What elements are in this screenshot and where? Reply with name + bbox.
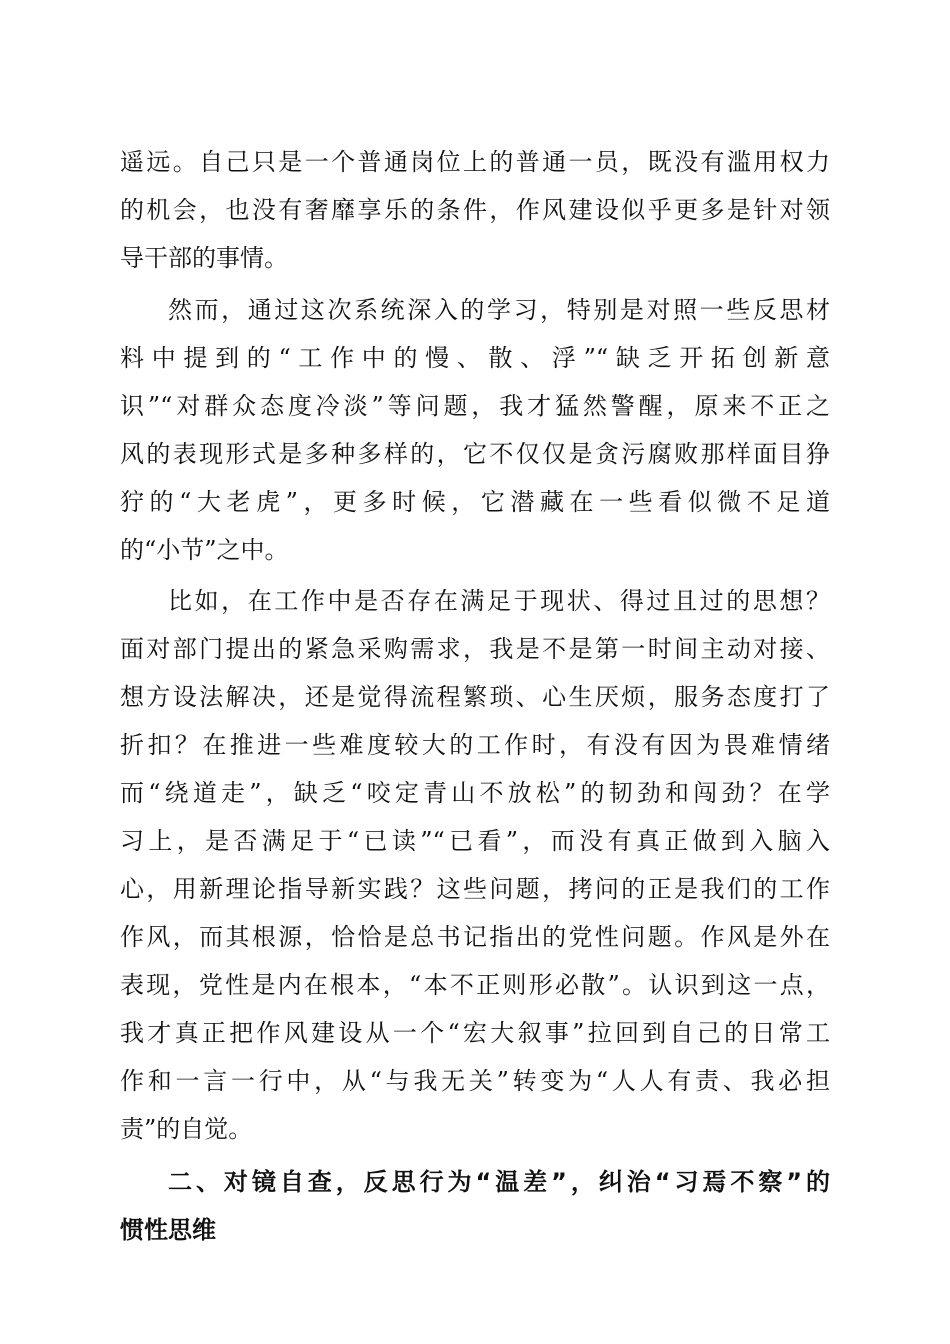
paragraph-3-line-2: 面对部门提出的紧急采购需求，我是不是第一时间主动对接、 [120,635,830,663]
section-heading-line-1: 二、对镜自查，反思行为“温差”，纠治“习焉不察”的 [168,1168,830,1196]
paragraph-3-line-6: 习上，是否满足于“已读”“已看”，而没有真正做到入脑入 [120,827,830,855]
paragraph-3-line-11: 作和一言一行中，从“与我无关”转变为“人人有责、我必担 [120,1067,830,1095]
paragraph-1-line-2: 的机会，也没有奢靡享乐的条件，作风建设似乎更多是针对领 [120,196,830,224]
section-heading-line-2: 惯性思维 [120,1216,216,1244]
paragraph-3-line-4: 折扣？在推进一些难度较大的工作时，有没有因为畏难情绪 [120,731,830,759]
paragraph-3-line-9: 表现，党性是内在根本，“本不正则形必散”。认识到这一点， [120,971,830,999]
paragraph-3-line-10: 我才真正把作风建设从一个“宏大叙事”拉回到自己的日常工 [120,1019,830,1047]
paragraph-3-line-7: 心，用新理论指导新实践？这些问题，拷问的正是我们的工作 [120,875,830,903]
paragraph-3-line-12: 责”的自觉。 [120,1115,253,1143]
paragraph-3-line-8: 作风，而其根源，恰恰是总书记指出的党性问题。作风是外在 [120,923,830,951]
paragraph-3-line-1: 比如，在工作中是否存在满足于现状、得过且过的思想？ [168,587,830,615]
paragraph-2-line-1: 然而，通过这次系统深入的学习，特别是对照一些反思材 [168,296,830,324]
paragraph-2-line-2: 料中提到的“工作中的慢、散、浮”“缺乏开拓创新意 [120,344,830,372]
paragraph-1-line-3: 导干部的事情。 [120,244,288,272]
paragraph-2-line-3: 识”“对群众态度冷淡”等问题，我才猛然警醒，原来不正之 [120,392,830,420]
paragraph-3-line-3: 想方设法解决，还是觉得流程繁琐、心生厌烦，服务态度打了 [120,683,830,711]
paragraph-2-line-4: 风的表现形式是多种多样的，它不仅仅是贪污腐败那样面目狰 [120,440,830,468]
paragraph-2-line-6: 的“小节”之中。 [120,536,289,564]
paragraph-3-line-5: 而“绕道走”，缺乏“咬定青山不放松”的韧劲和闯劲？在学 [120,779,830,807]
paragraph-1-line-1: 遥远。自己只是一个普通岗位上的普通一员，既没有滥用权力 [120,148,830,176]
paragraph-2-line-5: 狞的“大老虎”，更多时候，它潜藏在一些看似微不足道 [120,488,830,516]
